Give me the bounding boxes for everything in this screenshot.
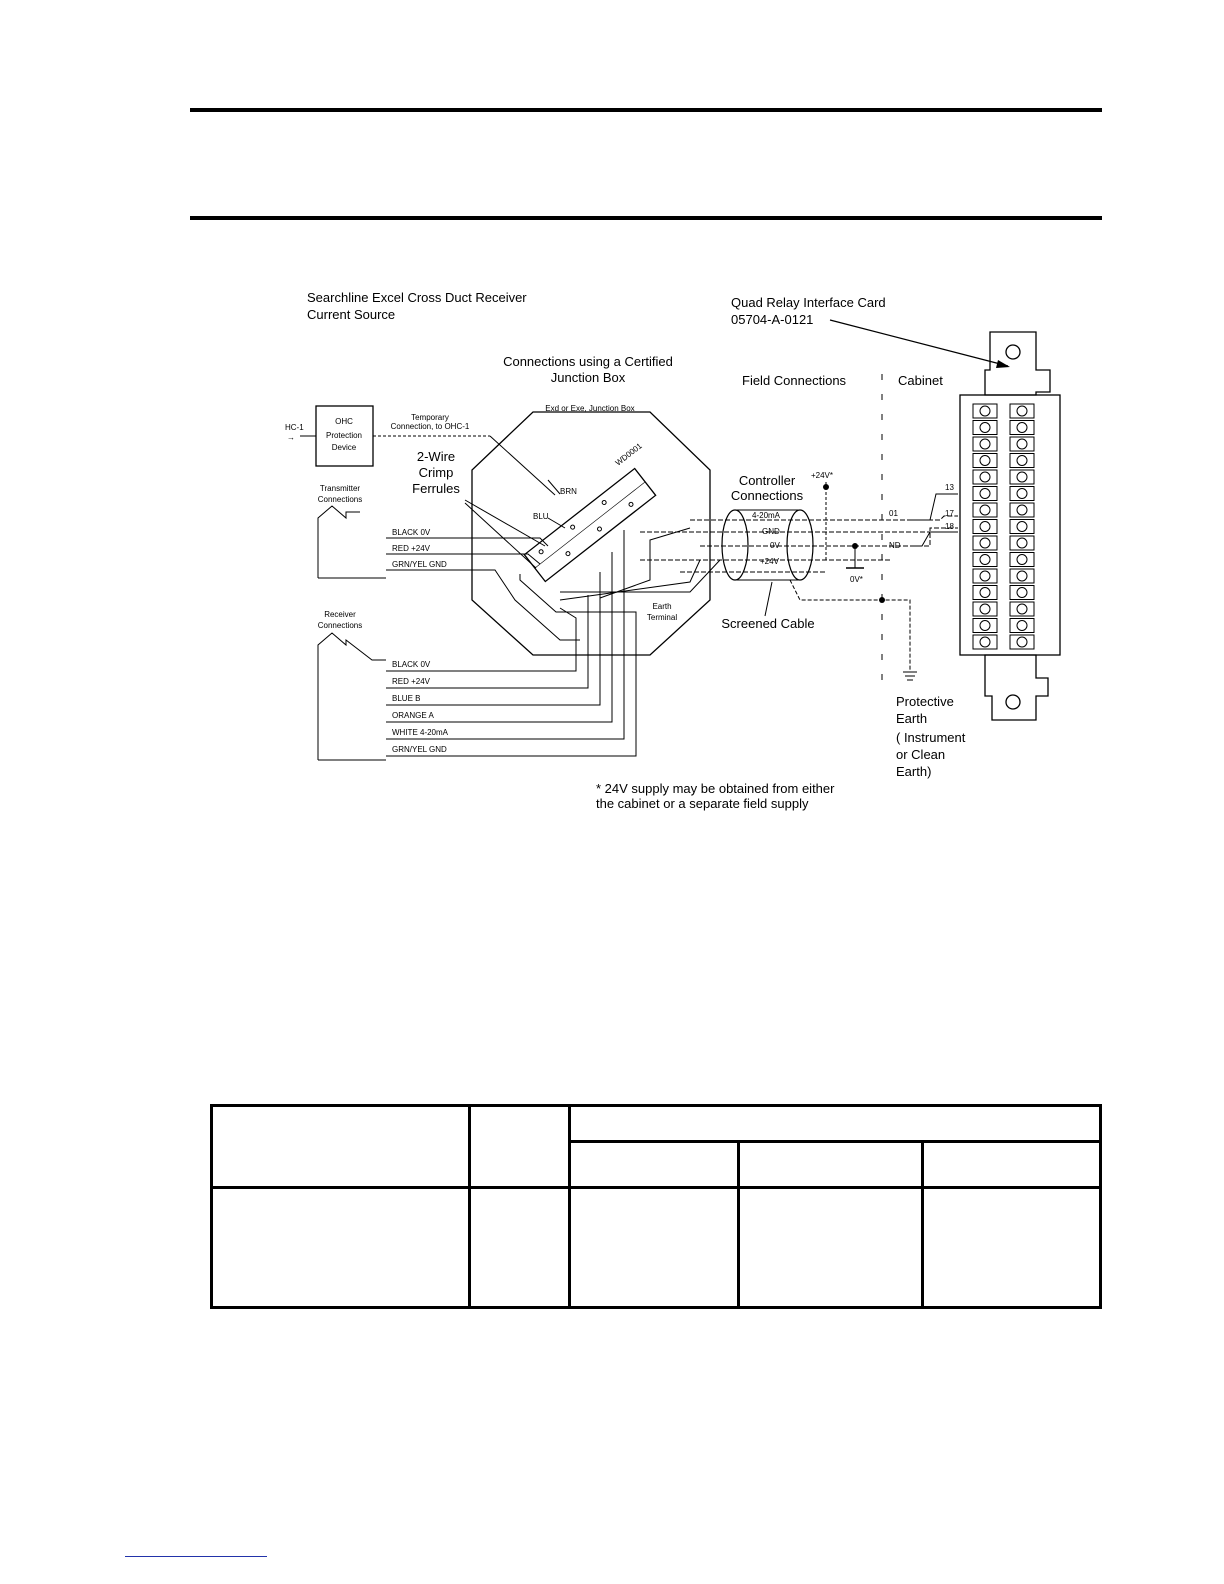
table-header-cell-2 (470, 1106, 570, 1188)
relay-terminal-screw (1017, 489, 1027, 499)
crimp-ferrules-label-2: Crimp (418, 465, 454, 480)
relay-terminal-screw (980, 406, 990, 416)
zero-v-star-label: 0V* (850, 575, 863, 584)
temporary-connection-label-2: Connection, to OHC-1 (390, 422, 470, 431)
junction-box-label: Exd or Exe, Junction Box (545, 404, 635, 413)
cable-label-gnd: GND (762, 527, 780, 536)
crimp-ferrules-label: 2-Wire (416, 449, 456, 464)
plus24v-star-label: +24V* (810, 471, 834, 480)
table-subheader-cell-2 (739, 1142, 923, 1188)
terminal-18-wire (910, 532, 958, 546)
protective-earth-label-3: ( Instrument (896, 730, 966, 745)
cable-wires (640, 516, 958, 572)
receiver-label: Receiver (324, 610, 356, 619)
table-cell (570, 1188, 739, 1308)
tx-wire-grnyel: GRN/YEL GND (392, 560, 447, 569)
relay-terminal-screw (1017, 406, 1027, 416)
transmitter-label: Transmitter (319, 484, 361, 493)
blu-label: BLU (533, 512, 549, 521)
rx-wire-black: BLACK 0V (392, 660, 431, 669)
screened-cable-label: Screened Cable (721, 616, 815, 631)
table-subheader-cell-1 (570, 1142, 739, 1188)
relay-terminal-screw (980, 621, 990, 631)
relay-terminal-columns (973, 404, 1034, 649)
receiver-label-2: Connections (317, 621, 363, 630)
relay-terminal-screw (980, 588, 990, 598)
tx-wire-black: BLACK 0V (392, 528, 431, 537)
rx-wire-orange: ORANGE A (392, 711, 434, 720)
quad-relay-leader (830, 320, 1008, 366)
protective-earth-label: Protective (896, 694, 954, 709)
brn-leader (548, 480, 560, 494)
transmitter-bracket (318, 506, 360, 578)
table-cell (923, 1188, 1101, 1308)
protective-earth-label-4: or Clean (896, 747, 946, 762)
relay-terminal-screw (1017, 637, 1027, 647)
ohc-label: OHC (335, 417, 353, 426)
diagram-title: Searchline Excel Cross Duct Receiver (307, 290, 527, 305)
ohc-label-2: Protection (325, 431, 363, 440)
diagram-subtitle: Current Source (307, 307, 396, 322)
relay-terminal-screw (1017, 571, 1027, 581)
relay-terminal-screw (980, 456, 990, 466)
receiver-bracket (318, 633, 386, 760)
protective-earth-label-2: Earth (896, 711, 928, 726)
tx-wires (386, 538, 580, 640)
terminal-strip-label: WD0001 (613, 441, 644, 468)
screened-cable-leader (765, 582, 772, 616)
ohc-label-3: Device (331, 443, 357, 452)
brn-label: BRN (560, 487, 577, 496)
cable-label-0v: 0V (770, 541, 780, 550)
relay-terminal-screw (980, 538, 990, 548)
rx-wire-white: WHITE 4-20mA (392, 728, 449, 737)
controller-label: Controller (738, 473, 796, 488)
blu-leader (548, 518, 565, 528)
crimp-ferrules-label-3: Ferrules (412, 481, 460, 496)
relay-terminal-screw (1017, 604, 1027, 614)
transmitter-label-2: Connections (317, 495, 363, 504)
relay-terminal-screw (980, 555, 990, 565)
relay-terminal-screw (980, 439, 990, 449)
quad-relay-part-number: 05704-A-0121 (731, 312, 814, 327)
table-cell (470, 1188, 570, 1308)
field-connections-label: Field Connections (742, 373, 847, 388)
label-nd: ND (889, 541, 901, 550)
terminal-17-label: 17 (945, 509, 954, 518)
relay-terminal-screw (1017, 522, 1027, 532)
tx-wire-red: RED +24V (392, 544, 431, 553)
relay-terminal-screw (1017, 555, 1027, 565)
label-01: 01 (889, 509, 898, 518)
table-header-cell-group (570, 1106, 1101, 1142)
relay-terminal-screw (1017, 439, 1027, 449)
hc1-arrow: → (287, 433, 295, 442)
relay-terminal-screw (1017, 472, 1027, 482)
cable-return-wires (560, 528, 720, 600)
protective-earth-node (879, 597, 885, 603)
rx-wire-red: RED +24V (392, 677, 431, 686)
relay-terminal-screw (1017, 505, 1027, 515)
specification-table (210, 1104, 1102, 1309)
junction-box-heading-2: Junction Box (550, 370, 626, 385)
table-cell (739, 1188, 923, 1308)
cable-label-24v: +24V (760, 557, 779, 566)
footnote-line-1: * 24V supply may be obtained from either (596, 781, 835, 796)
rx-wire-blue: BLUE B (392, 694, 421, 703)
cable-label-4-20ma: 4-20mA (752, 511, 781, 520)
plus24v-terminal (823, 484, 829, 490)
junction-box-heading: Connections using a Certified (503, 354, 673, 369)
quad-relay-label: Quad Relay Interface Card (731, 295, 886, 310)
relay-terminal-screw (1017, 588, 1027, 598)
relay-terminal-screw (980, 571, 990, 581)
earth-terminal-label-2: Terminal (646, 613, 678, 622)
cabinet-label: Cabinet (898, 373, 943, 388)
relay-terminal-screw (980, 505, 990, 515)
relay-terminal-screw (1017, 621, 1027, 631)
relay-terminal-screw (980, 423, 990, 433)
relay-terminal-screw (980, 637, 990, 647)
footer-link-underline (125, 1556, 267, 1557)
controller-label-2: Connections (730, 488, 804, 503)
relay-terminal-screw (1017, 456, 1027, 466)
relay-terminal-screw (980, 604, 990, 614)
relay-terminal-screw (1017, 423, 1027, 433)
protective-earth-label-5: Earth) (896, 764, 932, 779)
hc1-label: HC-1 (285, 423, 304, 432)
quad-relay-arrowhead (996, 360, 1010, 368)
terminal-18-label: 18 (945, 522, 954, 531)
relay-terminal-screw (980, 472, 990, 482)
table-cell (212, 1188, 470, 1308)
temporary-connection-label: Temporary (411, 413, 449, 422)
earth-terminal-label: Earth (652, 602, 672, 611)
table-subheader-cell-3 (923, 1142, 1101, 1188)
table-header-cell-1 (212, 1106, 470, 1188)
temporary-connection-leader (490, 436, 555, 495)
relay-terminal-screw (980, 489, 990, 499)
terminal-13-label: 13 (945, 483, 954, 492)
footnote-line-2: the cabinet or a separate field supply (596, 796, 809, 811)
crimp-leader-2 (465, 503, 536, 568)
relay-terminal-screw (1017, 538, 1027, 548)
relay-terminal-screw (980, 522, 990, 532)
rx-wire-grnyel: GRN/YEL GND (392, 745, 447, 754)
